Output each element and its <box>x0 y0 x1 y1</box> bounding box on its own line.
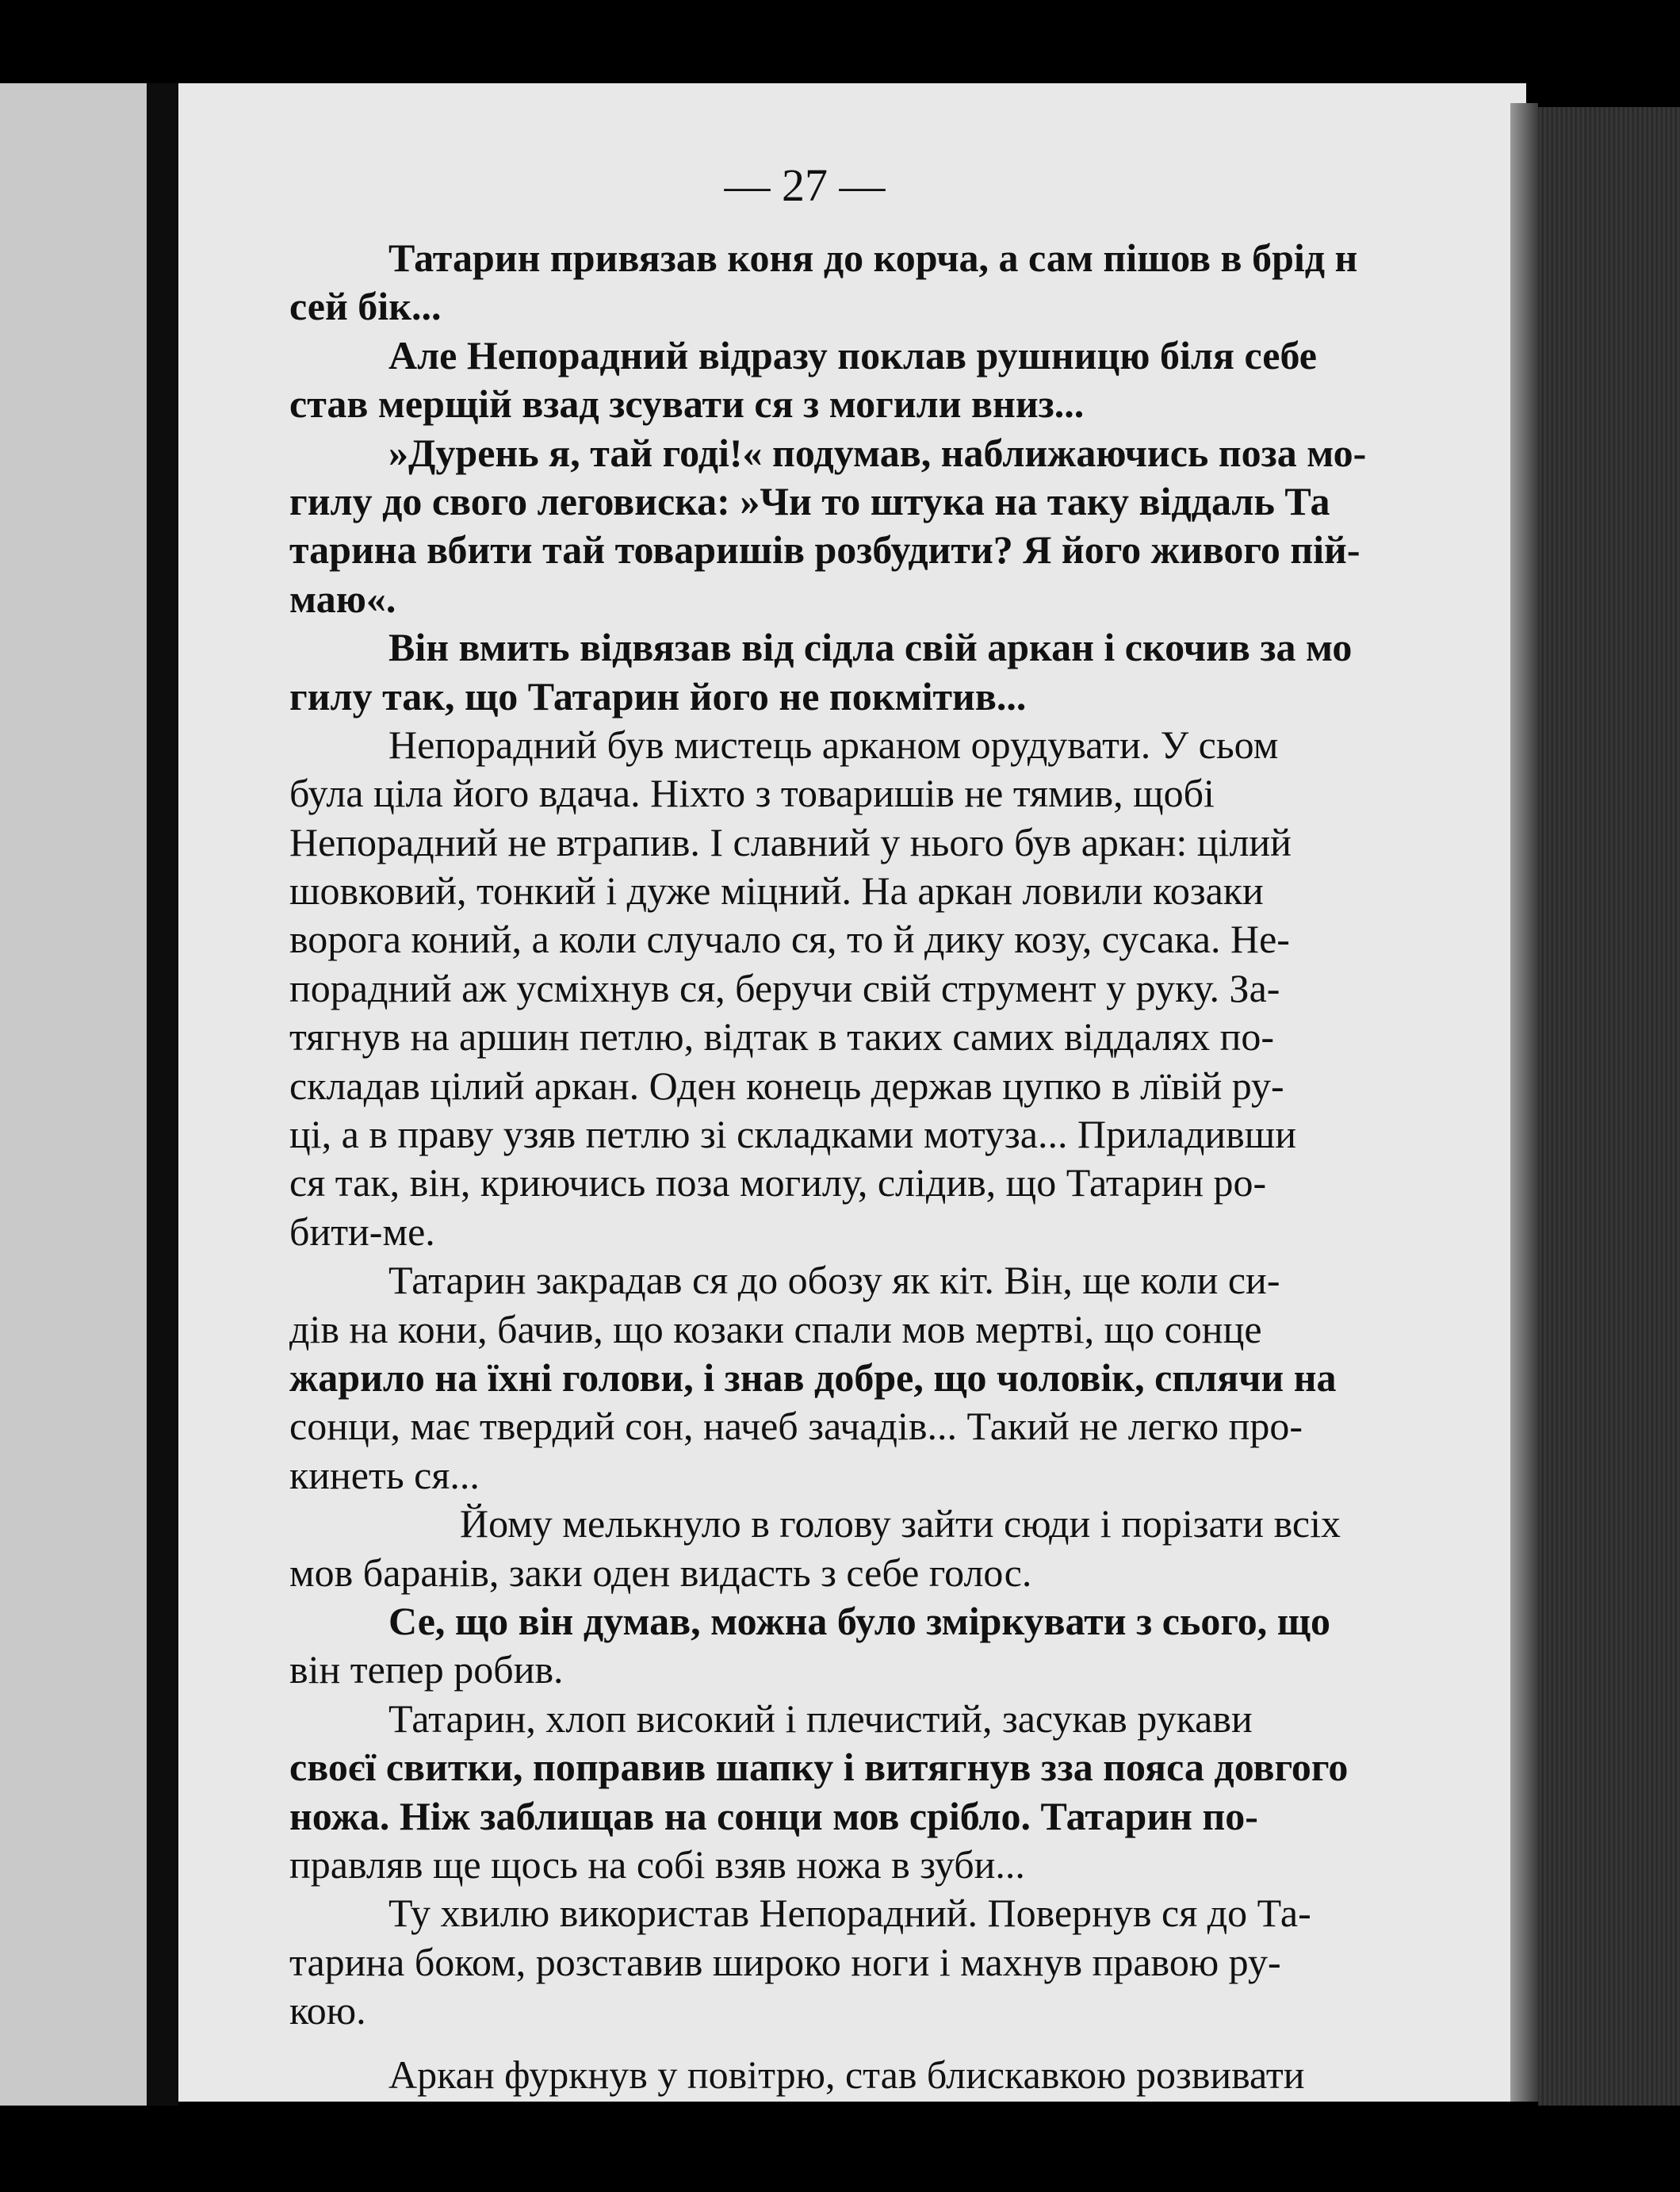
book-cover <box>1538 107 1680 2106</box>
text-line: дів на кони, бачив, що козаки спали мов мертві, що сонце <box>289 1306 1262 1351</box>
text-line: Він вмить відвязав від сідла свій аркан і скочив за мо <box>388 625 1353 670</box>
text-line: маю«. <box>289 576 396 621</box>
text-line: Але Непорадний відразу поклав рушницю біля себе <box>388 332 1317 377</box>
text-line: ці, а в праву узяв петлю зі складками мотуза... Приладивши <box>289 1112 1297 1157</box>
text-line: жарило на їхні голови, і знав добре, що чоловік, сплячи на <box>289 1355 1337 1400</box>
text-line: Татарин привязав коня до корча, а сам пішов в брід н <box>388 236 1358 280</box>
text-line: гилу так, що Татарин його не покмітив... <box>289 673 1027 719</box>
text-line: мов баранів, заки оден видасть з себе голос. <box>289 1550 1032 1595</box>
page-edge-shadow <box>1510 103 1538 2102</box>
text-line: ножа. Ніж заблищав на сонци мов срібло. Татарин по- <box>289 1793 1258 1838</box>
text-line: кинеть ся... <box>289 1452 480 1497</box>
text-line: була ціла його вдача. Ніхто з товаришів не тямив, щобі <box>289 771 1215 816</box>
text-line: Татарин закрадав ся до обозу як кіт. Він, ще коли си- <box>388 1258 1280 1303</box>
text-line: правляв ще щось на собі взяв ножа в зуби... <box>289 1841 1025 1887</box>
text-line: гилу до свого леговиска: »Чи то штука на таку віддаль Та <box>289 478 1330 523</box>
text-line: став мерщій взад зсувати ся з могили вниз... <box>289 381 1085 427</box>
text-line: Йому мелькнуло в голову зайти сюди і порізати всіх <box>460 1501 1341 1546</box>
text-line: кою. <box>289 1988 366 2033</box>
text-line: тягнув на аршин петлю, відтак в таких самих віддалях по- <box>289 1014 1275 1060</box>
text-line: порадний аж усміхнув ся, беручи свій струмент у руку. За- <box>289 965 1280 1010</box>
book-gutter <box>147 83 178 2106</box>
book-page <box>178 83 1526 2102</box>
text-line: він тепер робив. <box>289 1647 564 1692</box>
text-line: сонци, має твердий сон, начеб зачадів... Такий не легко про- <box>289 1404 1303 1449</box>
text-line: Аркан фуркнув у повітрю, став блискавкою розвивати <box>388 2052 1305 2098</box>
text-line: Се, що він думав, можна було зміркувати з сього, що <box>388 1598 1331 1643</box>
text-line: Непорадний був мистець арканом орудувати. У сьом <box>388 722 1279 767</box>
page-text <box>289 234 1526 2100</box>
text-line: бити-ме. <box>289 1209 435 1254</box>
text-line: тарина боком, розставив широко ноги і махнув правою ру- <box>289 1939 1281 1984</box>
text-line: Ту хвилю використав Непорадний. Повернув ся до Та- <box>388 1891 1311 1936</box>
page-number: — 27 — <box>724 159 886 211</box>
text-line: ся так, він, криючись поза могилу, слідив, що Татарин ро- <box>289 1160 1267 1205</box>
text-line: Татарин, хлоп високий і плечистий, засукав рукави <box>388 1696 1253 1741</box>
text-line: тарина вбити тай товаришів розбудити? Я його живого пій- <box>289 527 1360 573</box>
text-line: Непорадний не втрапив. І славний у нього був аркан: цілий <box>289 819 1292 864</box>
text-line: ворога коний, а коли случало ся, то й дику козу, сусака. Не- <box>289 917 1290 962</box>
text-line: шовковий, тонкий і дуже міцний. На аркан ловили козаки <box>289 868 1264 914</box>
left-page-edge <box>0 83 147 2106</box>
text-line: своєї свитки, поправив шапку і витягнув зза пояса довгого <box>289 1745 1349 1790</box>
text-line: »Дурень я, тай годі!« подумав, наближаючись поза мо- <box>388 430 1367 475</box>
text-line: складав цілий аркан. Оден конець держав цупко в лївій ру- <box>289 1063 1284 1108</box>
text-line: сей бік... <box>289 284 442 329</box>
